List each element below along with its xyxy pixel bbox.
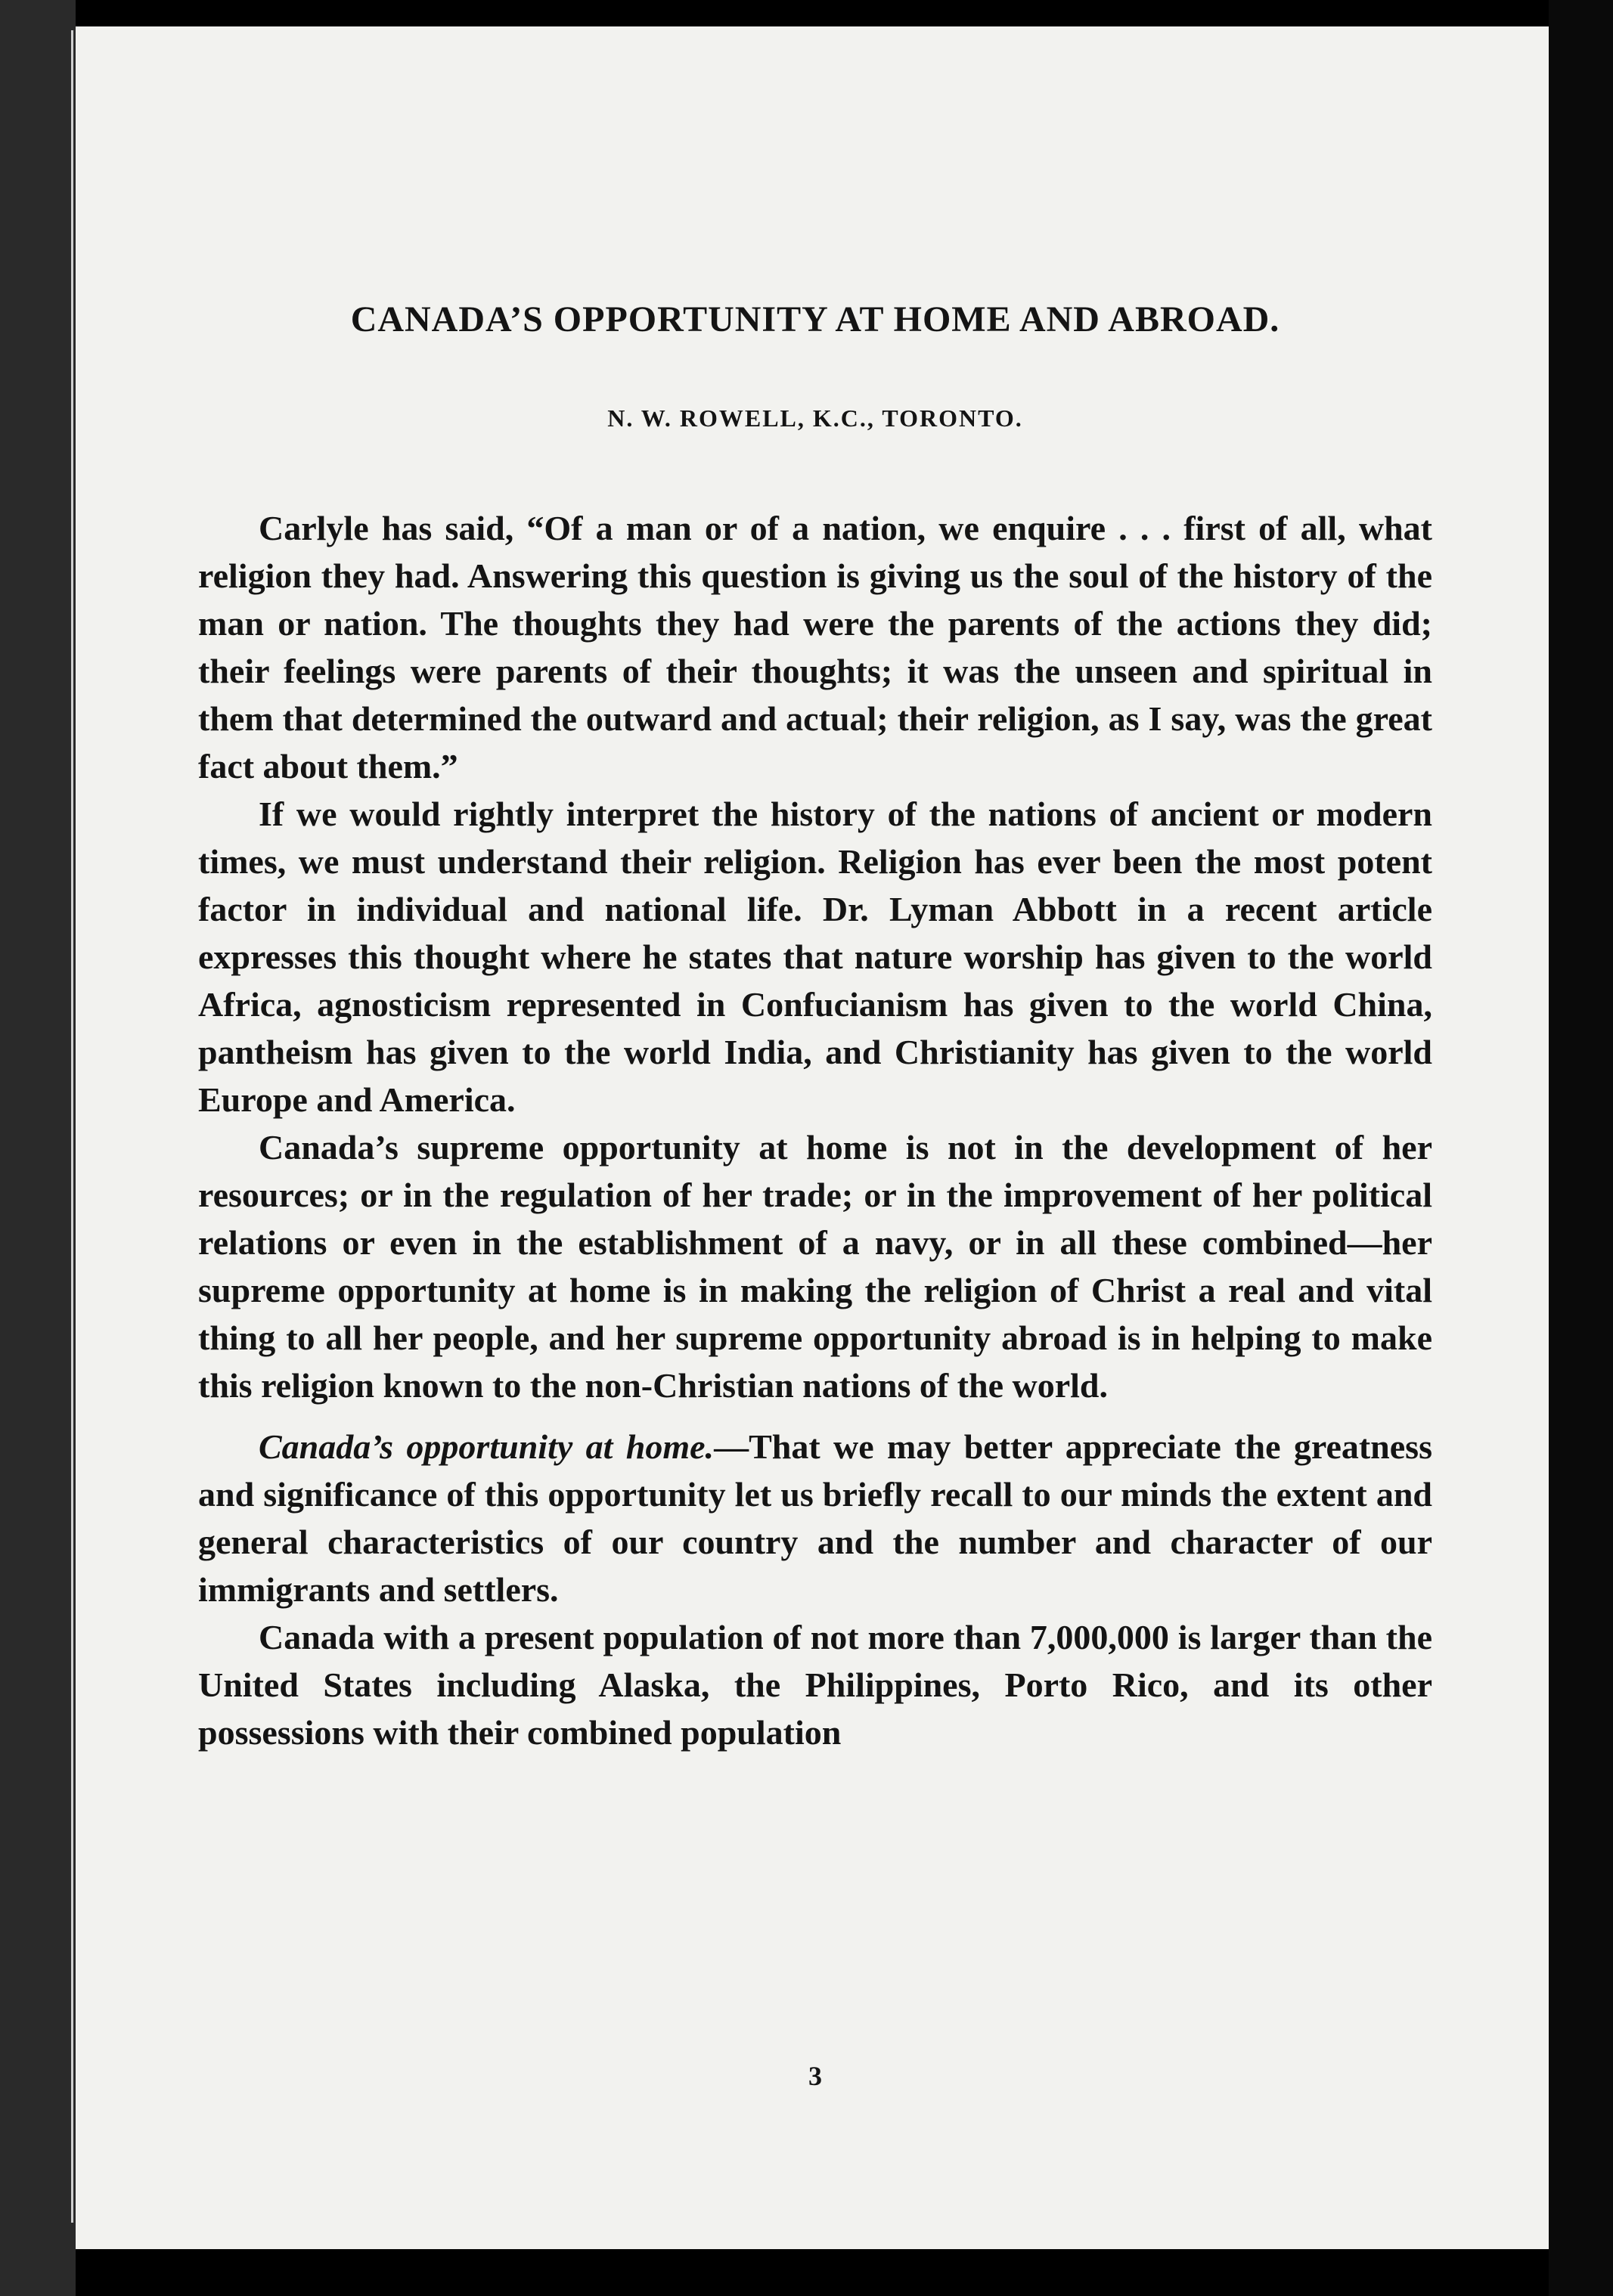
body-text xyxy=(198,504,1432,1756)
paragraph-supreme-opportunity: Canada’s supreme opportunity at home is not in the development of her resources; or in the regulation of her trade; or in the improvement of her political relations or even in the establishment of a navy, or in all these combined—her supreme opportunity at home is in making the religion of Christ a real and vital thing to all her people, and her supreme opportunity abroad is in helping to make this religion known to the non-Christian nations of the world. xyxy=(198,1128,1432,1405)
scan-right-margin xyxy=(1549,0,1613,2296)
paragraph-religion-history: If we would rightly interpret the history of the nations of ancient or modern times, we must understand their religion. Religion has ever been the most potent factor in individual and national life. Dr. Lyman Abbott in a recent article expresses this thought where he states that nature worship has given to the world Africa, agnosticism represented in Confucianism has given to the world China, pantheism has given to the world India, and Christianity has given to the world Europe and America. xyxy=(198,795,1432,1119)
section-heading: Canada’s opportunity at home. xyxy=(259,1427,715,1466)
page-title: CANADA’S OPPORTUNITY AT HOME AND ABROAD. xyxy=(350,299,1280,339)
binding-edge-line xyxy=(71,30,73,2223)
author-byline: N. W. ROWELL, K.C., TORONTO. xyxy=(607,404,1023,432)
document-page xyxy=(76,26,1549,2249)
paragraph-population: Canada with a present population of not more than 7,000,000 is larger than the United States including Alaska, the Philippines, Porto Rico, and its other possessions with their combined population xyxy=(198,1618,1432,1752)
paragraph-opportunity-at-home xyxy=(198,1423,1432,1613)
paragraph-carlyle-quote: Carlyle has said, “Of a man or of a nation, we enquire . . . first of all, what religion they had. Answering this question is giving us the soul of the history of the man or nation. The thoughts they had were the parents of the actions they did; their feelings were parents of their thoughts; it was the unseen and spiritual in them that determined the outward and actual; their religion, as I say, was the great fact about them.” xyxy=(198,509,1432,785)
scan-left-margin xyxy=(0,0,76,2296)
page-number: 3 xyxy=(808,2061,822,2091)
section-paragraph-text: —That we may better appreciate the greatness and significance of this opportunity let us briefly recall to our minds the extent and general characteristics of our country and the number and character of our immigrants and settlers. xyxy=(198,1427,1432,1609)
